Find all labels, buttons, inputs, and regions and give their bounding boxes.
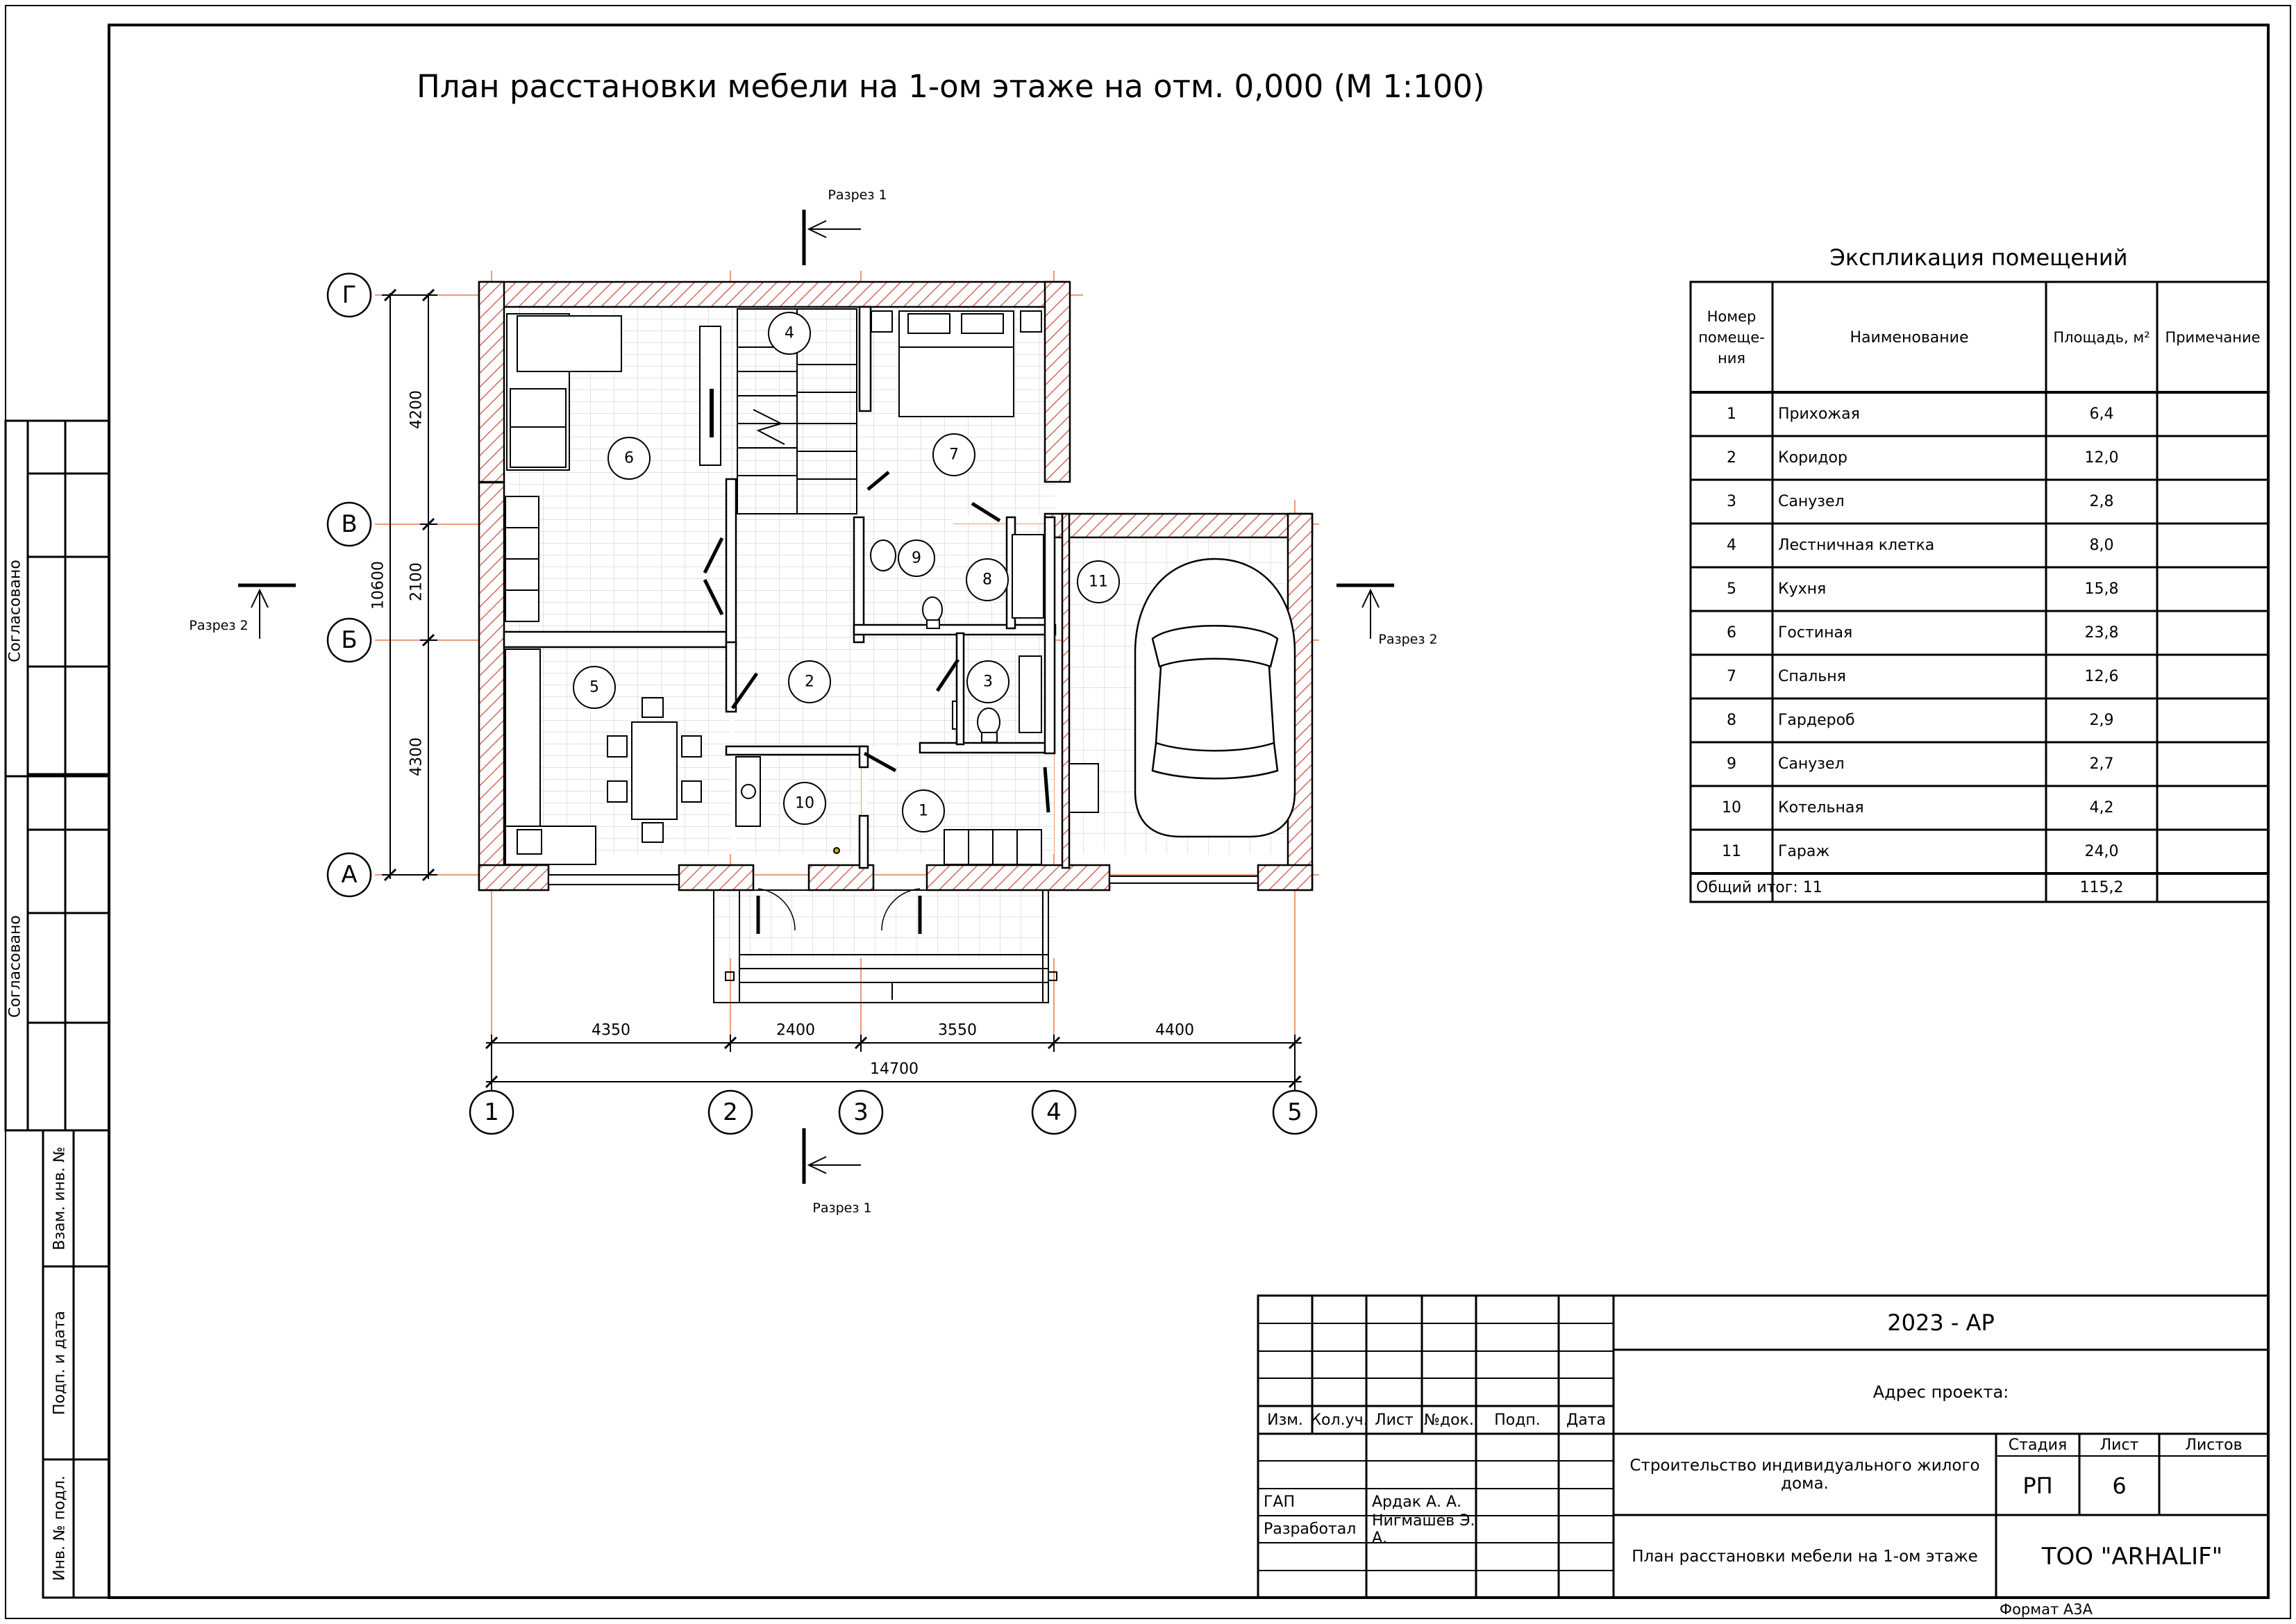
axis-label-b: Б xyxy=(341,626,358,654)
table-cell-name: Коридор xyxy=(1778,449,1847,467)
explication-header-area: Площадь, м² xyxy=(2053,329,2150,346)
tb-col-izm: Изм. xyxy=(1267,1411,1303,1429)
room-tag-4: 4 xyxy=(785,324,794,342)
room-tag-5: 5 xyxy=(589,678,599,696)
tb-drawing-name: План расстановки мебели на 1-ом этаже xyxy=(1632,1547,1978,1566)
explication-total-area: 115,2 xyxy=(2079,879,2124,896)
table-cell-num: 8 xyxy=(1727,712,1736,729)
table-cell-area: 2,7 xyxy=(2089,755,2114,773)
explication-header-note: Примечание xyxy=(2165,329,2261,346)
explication-header-name: Наименование xyxy=(1850,328,1969,346)
table-cell-name: Кухня xyxy=(1778,580,1827,598)
tb-stage-header: Стадия xyxy=(2008,1436,2068,1454)
room-tag-6: 6 xyxy=(624,449,634,467)
axis-label-v: В xyxy=(341,510,358,538)
dim-4200: 4200 xyxy=(408,390,426,429)
dim-4300: 4300 xyxy=(408,737,426,776)
room-tag-3: 3 xyxy=(983,673,993,691)
room-tag-2: 2 xyxy=(805,673,814,691)
axis-label-g: Г xyxy=(342,281,357,309)
tb-role-gap: ГАП xyxy=(1264,1493,1296,1511)
dim-4350: 4350 xyxy=(592,1021,630,1039)
table-cell-area: 8,0 xyxy=(2089,537,2114,554)
tb-col-podp: Подп. xyxy=(1494,1411,1541,1429)
windows xyxy=(548,875,1258,885)
room-tag-7: 7 xyxy=(949,446,959,464)
tb-stage: РП xyxy=(2022,1472,2053,1499)
table-cell-num: 9 xyxy=(1727,755,1736,773)
table-cell-num: 6 xyxy=(1727,624,1736,642)
tb-project: Строительство индивидуального жилого дома. xyxy=(1629,1456,1980,1493)
tb-role-dev: Разработал xyxy=(1264,1521,1357,1538)
table-cell-name: Санузел xyxy=(1778,755,1845,773)
tb-sheets xyxy=(2159,1456,2268,1515)
table-cell-name: Лестничная клетка xyxy=(1778,537,1935,554)
table-cell-area: 15,8 xyxy=(2084,580,2119,598)
explication-title: Экспликация помещений xyxy=(1829,244,2128,271)
axis-label-1: 1 xyxy=(484,1098,499,1126)
dim-2100: 2100 xyxy=(408,562,426,601)
tb-sheet-header: Лист xyxy=(2100,1436,2139,1454)
stamp-agreed-1: Согласовано xyxy=(6,560,24,662)
axis-label-3: 3 xyxy=(853,1098,869,1126)
dim-4400: 4400 xyxy=(1155,1021,1194,1039)
room-tag-9: 9 xyxy=(912,549,921,567)
table-cell-area: 12,6 xyxy=(2084,668,2119,685)
table-cell-name: Спальня xyxy=(1778,668,1846,685)
tb-col-kol: Кол.уч. xyxy=(1310,1411,1368,1429)
table-cell-area: 23,8 xyxy=(2084,624,2119,642)
table-cell-name: Санузел xyxy=(1778,493,1845,510)
section-label-left: Разрез 2 xyxy=(189,618,249,633)
dim-3550: 3550 xyxy=(938,1021,977,1039)
stamp-inv: Инв. № подл. xyxy=(51,1475,69,1581)
car xyxy=(1135,559,1295,837)
tb-format: Формат А3А xyxy=(2000,1601,2093,1618)
page-title: План расстановки мебели на 1-ом этаже на отм. 0,000 (М 1:100) xyxy=(417,68,1485,105)
table-cell-area: 4,2 xyxy=(2089,799,2114,817)
table-cell-area: 24,0 xyxy=(2084,843,2119,860)
table-cell-num: 1 xyxy=(1727,405,1736,423)
section-label-bottom: Разрез 1 xyxy=(812,1200,872,1216)
table-cell-num: 5 xyxy=(1727,580,1736,598)
explication-total-label: Общий итог: 11 xyxy=(1696,879,1822,896)
table-cell-num: 3 xyxy=(1727,493,1736,510)
table-cell-num: 10 xyxy=(1722,799,1741,817)
tb-sheets-header: Листов xyxy=(2185,1436,2243,1454)
table-cell-num: 7 xyxy=(1727,668,1736,685)
axis-label-5: 5 xyxy=(1287,1098,1302,1126)
table-cell-name: Котельная xyxy=(1778,799,1864,817)
table-cell-area: 6,4 xyxy=(2089,405,2114,423)
tb-col-data: Дата xyxy=(1566,1411,1606,1429)
dim-10600: 10600 xyxy=(369,561,387,610)
dim-2400: 2400 xyxy=(776,1021,815,1039)
axis-label-2: 2 xyxy=(723,1098,738,1126)
room-tag-10: 10 xyxy=(795,794,814,812)
tb-sheet: 6 xyxy=(2112,1472,2127,1499)
table-cell-name: Гараж xyxy=(1778,843,1830,860)
axis-label-4: 4 xyxy=(1046,1098,1062,1126)
floor-plan xyxy=(238,210,1394,1184)
room-tag-1: 1 xyxy=(919,802,928,820)
tb-col-list: Лист xyxy=(1375,1411,1414,1429)
section-label-right: Разрез 2 xyxy=(1378,632,1438,647)
stamp-podp: Подп. и дата xyxy=(51,1311,69,1415)
section-label-top: Разрез 1 xyxy=(828,187,887,203)
table-cell-area: 2,9 xyxy=(2089,712,2114,729)
tb-name-dev: Нигмашев Э. А. xyxy=(1372,1512,1475,1547)
table-cell-area: 2,8 xyxy=(2089,493,2114,510)
table-cell-name: Гардероб xyxy=(1778,712,1855,729)
table-cell-name: Прихожая xyxy=(1778,405,1860,423)
table-cell-name: Гостиная xyxy=(1778,624,1853,642)
table-cell-area: 12,0 xyxy=(2084,449,2119,467)
stamp-vzam: Взам. инв. № xyxy=(51,1146,69,1250)
room-tag-11: 11 xyxy=(1089,573,1108,591)
table-cell-num: 2 xyxy=(1727,449,1736,467)
tb-col-ndoc: №док. xyxy=(1424,1411,1474,1429)
tb-code: 2023 - АР xyxy=(1887,1309,1995,1336)
tb-company: ТОО "ARHALIF" xyxy=(2041,1542,2223,1571)
explication-header-num: Номер помеще-ния xyxy=(1698,308,1765,367)
stamp-agreed-2: Согласовано xyxy=(6,915,24,1018)
axis-label-a: А xyxy=(341,861,358,889)
dim-14700: 14700 xyxy=(870,1060,919,1078)
table-cell-num: 11 xyxy=(1722,843,1741,860)
room-tag-8: 8 xyxy=(982,571,992,589)
tb-address: Адрес проекта: xyxy=(1872,1382,2009,1402)
porch-grid xyxy=(715,889,1055,958)
table-cell-num: 4 xyxy=(1727,537,1736,554)
tb-name-gap: Ардак А. А. xyxy=(1372,1493,1462,1511)
